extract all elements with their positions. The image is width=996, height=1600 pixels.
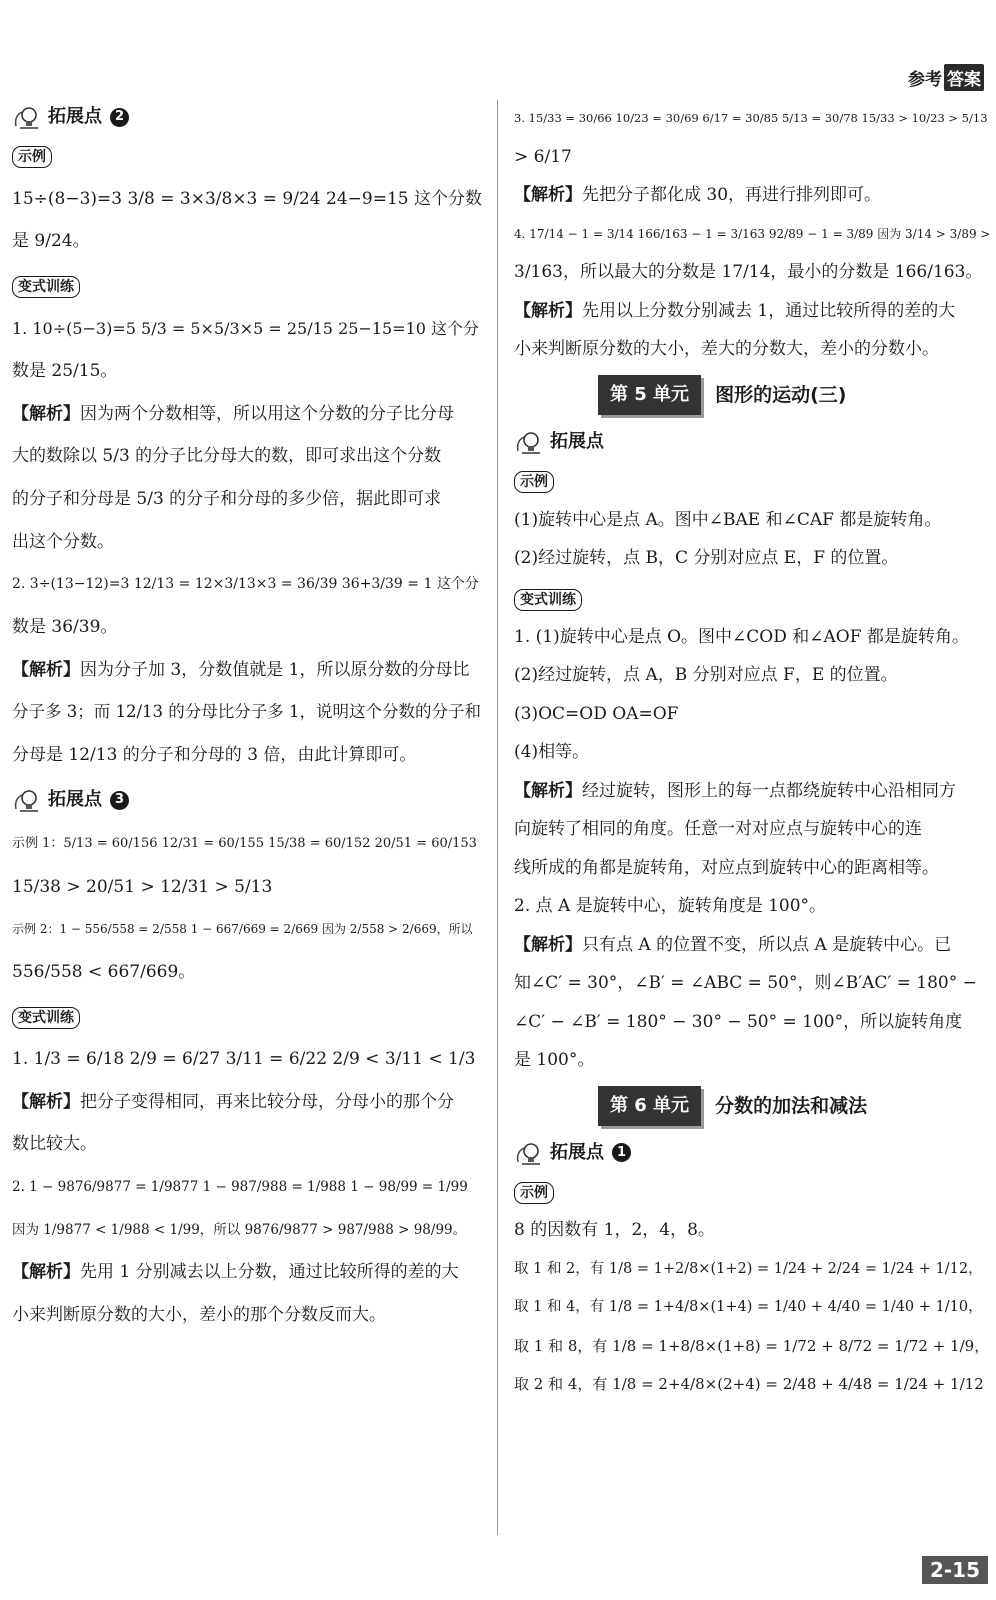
line-text: 数是 36/39。 [12,616,118,637]
right-column [514,96,990,1409]
analysis-label: 【解析】 [12,1262,80,1283]
analysis-line [12,1088,482,1118]
line-text: (4)相等。 [514,742,590,763]
line-text: 小来判断原分数的大小，差大的分数大，差小的分数小。 [514,339,939,360]
line-text: 经过旋转，图形上的每一点都绕旋转中心沿相同方 [582,780,956,801]
tag-row [12,270,482,302]
answer-line [514,104,990,134]
line-text: 只有点 A 的位置不变，所以点 A 是旋转中心。已 [582,934,952,955]
answer-line [514,661,990,691]
line-text: 3. 15/33 = 30/66 10/23 = 30/69 6/17 = 30/85 5/13 = 30/78 15/33 > 10/23 > 5/13 [514,111,988,126]
line-text: 15÷(8−3)=3 3/8 = 3×3/8×3 = 9/24 24−9=15 这个分数 [12,188,482,209]
unit-heading [598,1086,990,1126]
line-text: 大的数除以 5/3 的分子比分母大的数，即可求出这个分数 [12,446,442,467]
line-text: 先用 1 分别减去以上分数，通过比较所得的差的大 [80,1262,459,1283]
lightbulb-icon [514,429,544,455]
analysis-label: 【解析】 [514,934,582,955]
tag-row [12,1001,482,1033]
answer-line [12,1173,482,1203]
section-heading [12,783,482,817]
answer-line [514,544,990,574]
line-text: 示例 1：5/13 = 60/156 12/31 = 60/155 15/38 = 60/152 20/51 = 60/153 [12,836,477,851]
tag-row [514,583,990,615]
answer-line [514,1046,990,1076]
analysis-label: 【解析】 [514,780,582,801]
line-text: 先把分子都化成 30，再进行排列即可。 [582,185,882,206]
example-tag: 示例 [12,146,52,168]
line-text: 取 1 和 4，有 1/8 = 1+4/8×(1+4) = 1/40 + 4/40 = 1/40 + 1/10， [514,1299,983,1316]
answer-line [12,1216,482,1246]
line-text: 15/38 > 20/51 > 12/31 > 5/13 [12,876,273,897]
analysis-line [514,777,990,807]
example-tag: 变式训练 [514,589,582,611]
line-text: (3)OC=OD OA=OF [514,703,679,724]
section-title: 拓展点 [48,789,102,811]
answer-line [12,741,482,771]
line-text: 1. 1/3 = 6/18 2/9 = 6/27 3/11 = 6/22 2/9 < 3/11 < 1/3 [12,1049,476,1070]
line-text: 数是 25/15。 [12,361,118,382]
unit-title: 图形的运动(三) [715,384,847,407]
line-text: 3/163，所以最大的分数是 17/14，最小的分数是 166/163。 [514,262,983,283]
line-text: 是 100°。 [514,1049,595,1070]
analysis-label: 【解析】 [514,300,582,321]
line-text: 向旋转了相同的角度。任意一对对应点与旋转中心的连 [514,819,922,840]
answer-line [514,815,990,845]
analysis-line [514,931,990,961]
line-text: 示例 2：1 − 556/558 = 2/558 1 − 667/669 = 2/669 因为 2/558 > 2/669，所以 [12,922,473,937]
unit-badge: 第 6 单元 [598,1086,701,1126]
analysis-label: 【解析】 [514,185,582,206]
answer-line [12,442,482,472]
line-text: 分母是 12/13 的分子和分母的 3 倍，由此计算即可。 [12,744,417,765]
analysis-line [514,297,990,327]
line-text: 先用以上分数分别减去 1，通过比较所得的差的大 [582,300,956,321]
section-number-badge: 1 [612,1143,631,1162]
unit-heading [598,375,990,415]
line-text: 取 2 和 4，有 1/8 = 2+4/8×(2+4) = 2/48 + 4/48 = 1/24 + 1/12 [514,1375,984,1394]
lightbulb-icon [12,787,42,813]
analysis-line [12,1258,482,1288]
section-number-badge: 3 [110,791,129,810]
line-text: (1)旋转中心是点 A。图中∠BAE 和∠CAF 都是旋转角。 [514,509,942,530]
page-number: 2-15 [922,1556,988,1584]
left-column [12,96,482,1344]
answer-line [514,335,990,365]
section-number-badge: 2 [110,108,129,127]
line-text: 数比较大。 [12,1134,97,1155]
example-tag: 变式训练 [12,1007,80,1029]
section-heading [12,100,482,134]
answer-line [12,185,482,215]
example-tag: 示例 [514,471,554,493]
page-header [908,64,984,91]
section-title: 拓展点 [550,1141,604,1163]
line-text: 小来判断原分数的大小，差小的那个分数反而大。 [12,1304,386,1325]
line-text: 因为 1/9877 < 1/988 < 1/99，所以 9876/9877 > 987/988 > 98/99。 [12,1221,467,1238]
answer-line [514,1332,990,1362]
line-text: > 6/17 [514,146,572,167]
answer-line [12,873,482,903]
answer-line [12,958,482,988]
header-answer-badge: 答案 [944,64,984,91]
answer-line [514,854,990,884]
analysis-label: 【解析】 [12,403,80,424]
section-heading [514,1136,990,1170]
answer-line [514,258,990,288]
line-text: 是 9/24。 [12,231,90,252]
section-heading [514,425,990,459]
answer-line [12,915,482,945]
analysis-line [514,181,990,211]
answer-line [12,1301,482,1331]
lightbulb-icon [514,1140,544,1166]
answer-line [12,227,482,257]
answer-line [12,698,482,728]
line-text: ∠C′ − ∠B′ = 180° − 30° − 50° = 100°，所以旋转角度 [514,1011,963,1032]
line-text: 1. (1)旋转中心是点 O。图中∠COD 和∠AOF 都是旋转角。 [514,626,969,647]
answer-line [514,1293,990,1323]
answer-line [514,1216,990,1246]
analysis-line [12,400,482,430]
line-text: (2)经过旋转，点 B，C 分别对应点 E，F 的位置。 [514,548,899,569]
section-title: 拓展点 [550,431,604,453]
answer-line [12,1130,482,1160]
answer-line [514,892,990,922]
answer-line [514,738,990,768]
line-text: 4. 17/14 − 1 = 3/14 166/163 − 1 = 3/163 92/89 − 1 = 3/89 因为 3/14 > 3/89 > [514,226,991,241]
answer-line [514,969,990,999]
line-text: 2. 点 A 是旋转中心，旋转角度是 100°。 [514,896,827,917]
answer-line [12,528,482,558]
column-divider [497,100,498,1535]
line-text: 取 1 和 8，有 1/8 = 1+8/8×(1+8) = 1/72 + 8/72 = 1/72 + 1/9， [514,1336,990,1355]
analysis-label: 【解析】 [12,659,80,680]
tag-row [12,140,482,172]
answer-line [514,623,990,653]
answer-line [12,1045,482,1075]
analysis-line [12,656,482,686]
line-text: 分子多 3；而 12/13 的分母比分子多 1，说明这个分数的分子和 [12,702,482,722]
line-text: (2)经过旋转，点 A，B 分别对应点 F，E 的位置。 [514,665,898,686]
line-text: 把分子变得相同，再来比较分母，分母小的那个分 [80,1091,454,1112]
line-text: 取 1 和 2，有 1/8 = 1+2/8×(1+2) = 1/24 + 2/24 = 1/24 + 1/12， [514,1260,983,1277]
analysis-label: 【解析】 [12,1091,80,1112]
example-tag: 示例 [514,1182,554,1204]
line-text: 1. 10÷(5−3)=5 5/3 = 5×5/3×5 = 25/15 25−15=10 这个分 [12,318,480,338]
header-prefix: 参考 [908,70,942,90]
line-text: 2. 3÷(13−12)=3 12/13 = 12×3/13×3 = 36/39 36+3/39 = 1 这个分 [12,576,479,593]
line-text: 出这个分数。 [12,531,114,552]
unit-title: 分数的加法和减法 [715,1094,868,1117]
line-text: 8 的因数有 1，2，4，8。 [514,1220,715,1241]
answer-line [12,357,482,387]
answer-line [514,506,990,536]
line-text: 556/558 < 667/669。 [12,961,196,982]
lightbulb-icon [12,104,42,130]
answer-line [12,570,482,600]
unit-badge: 第 5 单元 [598,375,701,415]
line-text: 线所成的角都是旋转角，对应点到旋转中心的距离相等。 [514,857,939,878]
line-text: 因为两个分数相等，所以用这个分数的分子比分母 [80,403,454,424]
answer-line [12,315,482,345]
tag-row [514,465,990,497]
answer-line [514,700,990,730]
section-title: 拓展点 [48,106,102,127]
tag-row [514,1176,990,1208]
line-text: 知∠C′ = 30°，∠B′ = ∠ABC = 50°，则∠B′AC′ = 180° − [514,973,977,994]
line-text: 2. 1 − 9876/9877 = 1/9877 1 − 987/988 = 1/988 1 − 98/99 = 1/99 [12,1179,468,1195]
answer-line [12,485,482,515]
answer-line [514,143,990,173]
answer-line [514,220,990,250]
answer-line [514,1370,990,1400]
answer-line [514,1008,990,1038]
answer-line [12,830,482,860]
line-text: 的分子和分母是 5/3 的分子和分母的多少倍，据此即可求 [12,489,442,509]
line-text: 因为分子加 3，分数值就是 1，所以原分数的分母比 [80,659,470,680]
answer-line [514,1255,990,1285]
answer-line [12,613,482,643]
example-tag: 变式训练 [12,276,80,298]
